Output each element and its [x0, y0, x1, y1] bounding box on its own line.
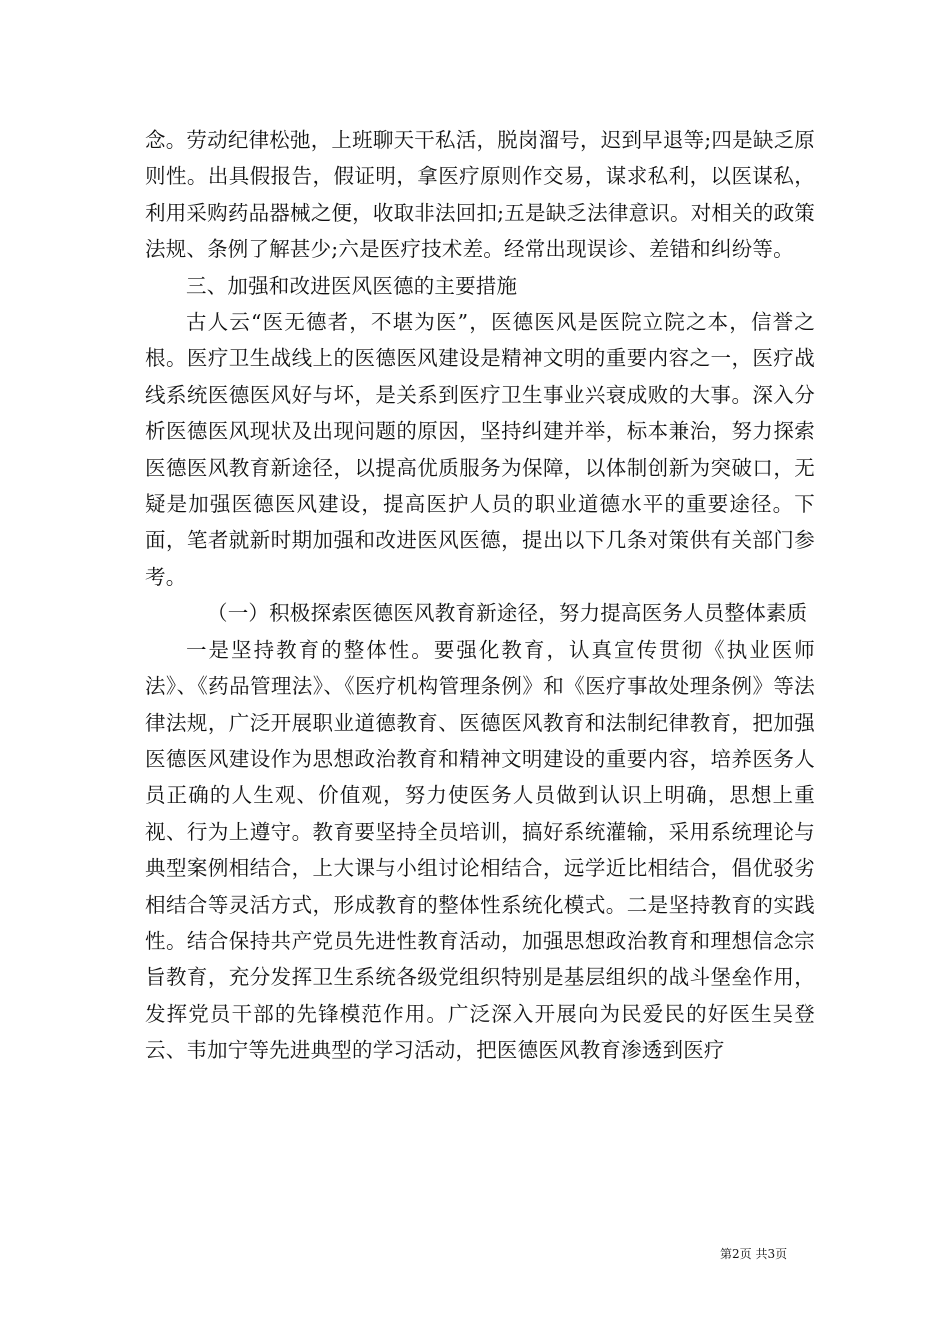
subsection-heading: （一）积极探索医德医风教育新途径，努力提高医务人员整体素质 [207, 601, 808, 626]
section-heading: 三、加强和改进医风医德的主要措施 [186, 273, 518, 298]
paragraph-body: 一是坚持教育的整体性。要强化教育，认真宣传贯彻《执业医师法》、《药品管理法》、《医疗机构管理条例》和《医疗事故处理条例》等法律法规，广泛开展职业道德教育、医德医风教育和法制纪律教育，把加强医德医风建设作为思想政治教育和精神文明建设的重要内容，培养医务人员正确的人生观、价值观，努力使医务人员做到认识上明确，思想上重视、行为上遵守。教育要坚持全员培训，搞好系统灌输，采用系统理论与典型案例相结合，上大课与小组讨论相结合，远学近比相结合，倡优驳劣相结合等灵活方式，形成教育的整体性系统化模式。二是坚持教育的实践性。结合保持共产党员先进性教育活动，加强思想政治教育和理想信念宗旨教育，充分发挥卫生系统各级党组织特别是基层组织的战斗堡垒作用，发挥党员干部的先锋模范作用。广泛深入开展向为民爱民的好医生吴登云、韦加宁等先进典型的学习活动，把医德医风教育渗透到医疗 [145, 637, 815, 1063]
footer-suffix: 页 [775, 1247, 788, 1261]
footer-prefix: 第 [720, 1247, 733, 1261]
paragraph-continuation: 念。劳动纪律松弛，上班聊天干私活，脱岗溜号，迟到早退等;四是缺乏原则性。出具假报告，假证明，拿医疗原则作交易，谋求私利，以医谋私，利用采购药品器械之便，收取非法回扣;五是缺乏法律意识。对相关的政策法规、条例了解甚少;六是医疗技术差。经常出现误诊、差错和纠纷等。 [145, 128, 815, 262]
footer-middle: 页 共 [739, 1247, 768, 1261]
footer-total-pages: 3 [767, 1247, 776, 1261]
page-footer [720, 1246, 787, 1262]
document-body [145, 122, 815, 1069]
footer-current-page: 2 [732, 1247, 740, 1261]
paragraph-intro: 古人云“医无德者，不堪为医”，医德医风是医院立院之本，信誉之根。医疗卫生战线上的医德医风建设是精神文明的重要内容之一，医疗战线系统医德医风好与坏，是关系到医疗卫生事业兴衰成败的大事。深入分析医德医风现状及出现问题的原因，坚持纠建并举，标本兼治，努力探索医德医风教育新途径，以提高优质服务为保障，以体制创新为突破口，无疑是加强医德医风建设，提高医护人员的职业道德水平的重要途径。下面，笔者就新时期加强和改进医风医德，提出以下几条对策供有关部门参考。 [145, 310, 815, 589]
